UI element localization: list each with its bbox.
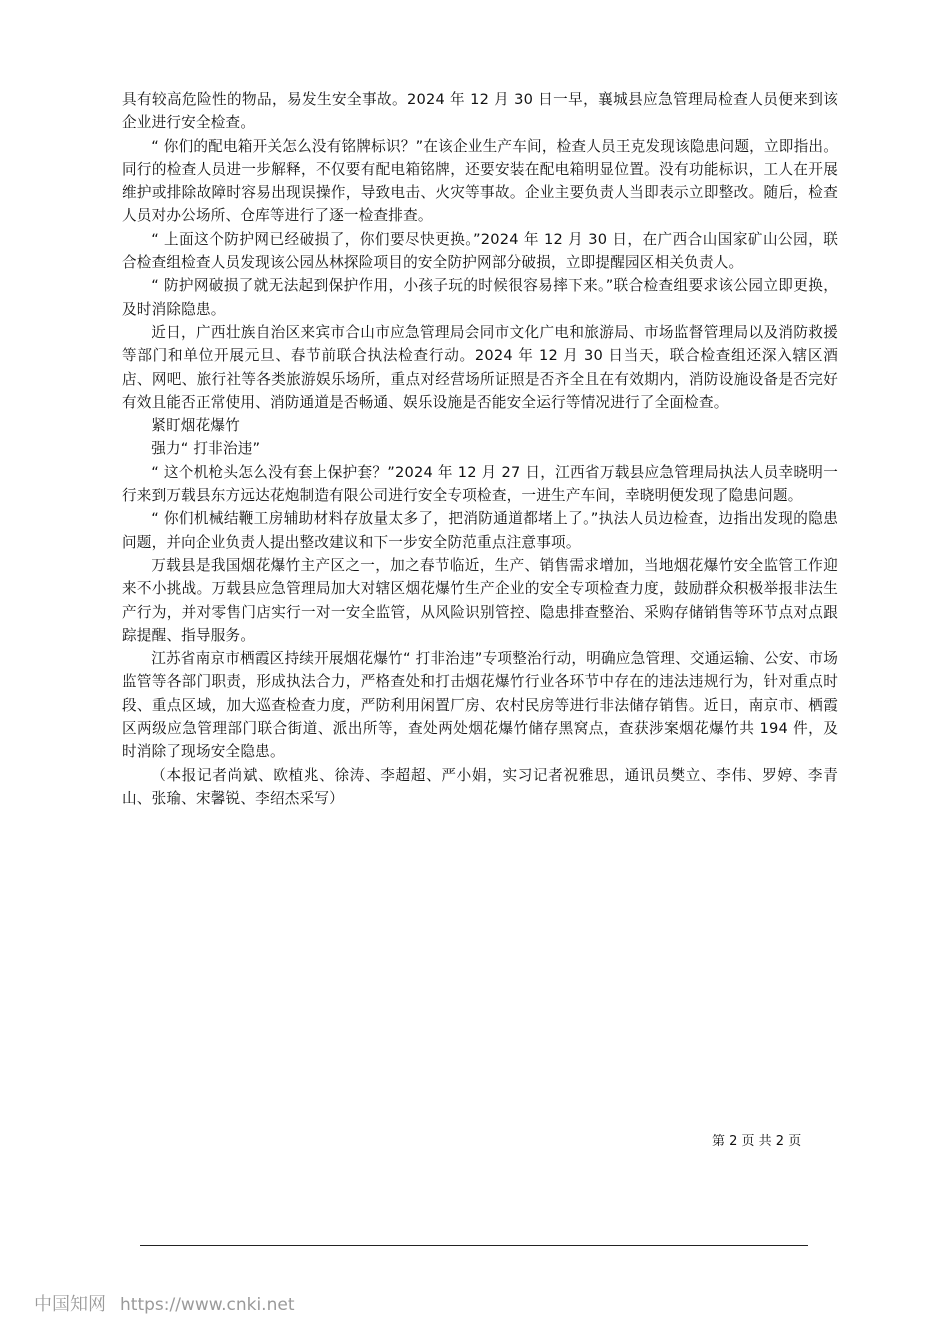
watermark — [34, 1294, 294, 1316]
article-body — [122, 88, 838, 810]
paragraph: “ 你们的配电箱开关怎么没有铭牌标识？”在该企业生产车间，检查人员王克发现该隐患问题，立即指出。同行的检查人员进一步解释，不仅要有配电箱铭牌，还要安装在配电箱明显位置。没有功能标识，工人在开展维护或排除故障时容易出现误操作，导致电击、火灾等事故。企业主要负责人当即表示立即整改。随后，检查人员对办公场所、仓库等进行了逐一检查排查。 — [122, 137, 838, 225]
paragraph-continuation: 具有较高危险性的物品，易发生安全事故。2024 年 12 月 30 日一早，襄城县应急管理局检查人员便来到该企业进行安全检查。 — [122, 91, 838, 132]
watermark-brand: 中国知网 — [34, 1294, 106, 1315]
paragraph: 近日，广西壮族自治区来宾市合山市应急管理局会同市文化广电和旅游局、市场监督管理局以及消防救援等部门和单位开展元旦、春节前联合执法检查行动。2024 年 12 月 30 日当天，联合检查组还深入辖区酒店、网吧、旅行社等各类旅游娱乐场所，重点对经营场所证照是否齐全且在有效期内，消防设施设备是否完好有效且能否正常使用、消防通道是否畅通、娱乐设施是否能安全运行等情况进行了全面检查。 — [122, 323, 838, 411]
byline: （本报记者尚斌、欧植兆、徐涛、李超超、严小娟，实习记者祝雅思，通讯员樊立、李伟、罗婷、李青山、张瑜、宋馨锐、李绍杰采写） — [122, 766, 838, 807]
paragraph: “ 你们机械结鞭工房辅助材料存放量太多了，把消防通道都堵上了。”执法人员边检查，边指出发现的隐患问题，并向企业负责人提出整改建议和下一步安全防范重点注意事项。 — [122, 510, 838, 551]
section-subheading: 强力“ 打非治违” — [151, 440, 261, 458]
section-heading: 紧盯烟花爆竹 — [151, 417, 240, 435]
paragraph: “ 防护网破损了就无法起到保护作用，小孩子玩的时候很容易摔下来。”联合检查组要求该公园立即更换，及时消除隐患。 — [122, 277, 838, 318]
watermark-url: https://www.cnki.net — [120, 1295, 295, 1315]
paragraph: “ 上面这个防护网已经破损了，你们要尽快更换。”2024 年 12 月 30 日，在广西合山国家矿山公园，联合检查组检查人员发现该公园丛林探险项目的安全防护网部分破损，立即提醒园区相关负责人。 — [122, 230, 838, 272]
footer-divider — [140, 1245, 808, 1246]
paragraph: 万载县是我国烟花爆竹主产区之一，加之春节临近，生产、销售需求增加，当地烟花爆竹安全监管工作迎来不小挑战。万载县应急管理局加大对辖区烟花爆竹生产企业的安全专项检查力度，鼓励群众积极举报非法生产行为，并对零售门店实行一对一安全监管，从风险识别管控、隐患排查整治、采购存储销售等环节点对点跟踪提醒、指导服务。 — [122, 556, 838, 644]
paragraph: 江苏省南京市栖霞区持续开展烟花爆竹“ 打非治违”专项整治行动，明确应急管理、交通运输、公安、市场监管等各部门职责，形成执法合力，严格查处和打击烟花爆竹行业各环节中存在的违法违规行为，针对重点时段、重点区域，加大巡查检查力度，严防利用闲置厂房、农村民房等进行非法储存销售。近日，南京市、栖霞区两级应急管理部门联合街道、派出所等，查处两处烟花爆竹储存黑窝点，查获涉案烟花爆竹共 194 件，及时消除了现场安全隐患。 — [122, 650, 838, 761]
page-number: 第 2 页 共 2 页 — [712, 1134, 802, 1149]
paragraph: “ 这个机枪头怎么没有套上保护套？”2024 年 12 月 27 日，江西省万载县应急管理局执法人员幸晓明一行来到万载县东方远达花炮制造有限公司进行安全专项检查，一进生产车间，幸晓明便发现了隐患问题。 — [122, 463, 838, 505]
